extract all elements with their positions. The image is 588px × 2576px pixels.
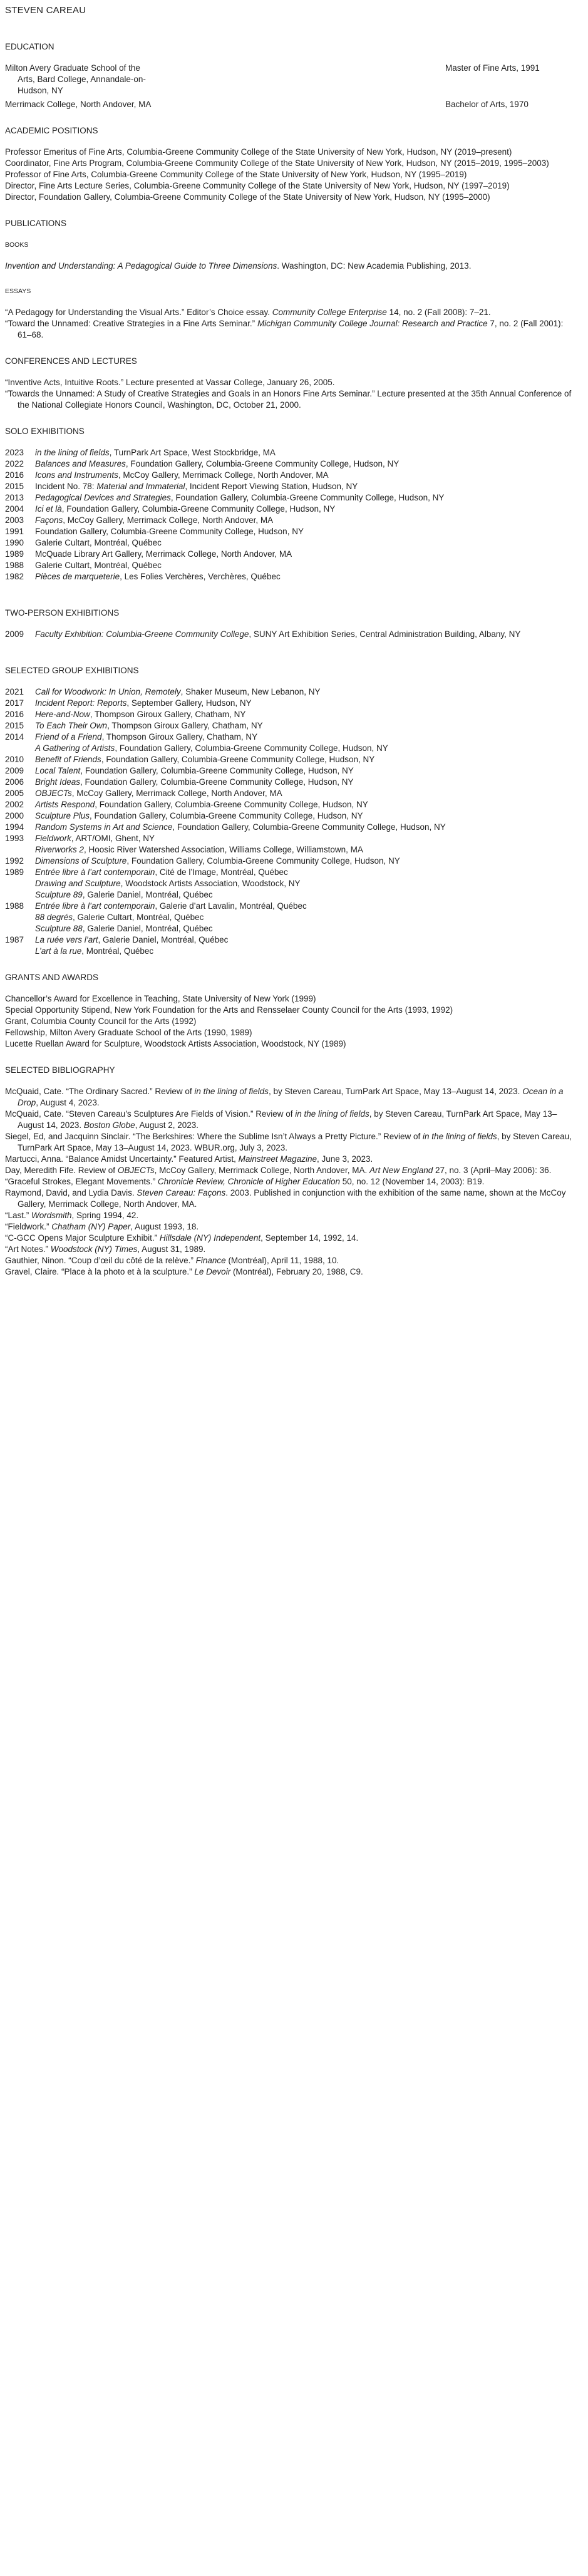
bibliography-text: , August 2, 2023. <box>135 1120 199 1130</box>
books-list <box>5 261 579 272</box>
bibliography-publication: Finance <box>195 1256 226 1265</box>
group-exhibition-exhibition-title: Local Talent <box>35 766 81 775</box>
group-heading: SELECTED GROUP EXHIBITIONS <box>5 666 139 675</box>
bibliography-text: Martucci, Anna. “Balance Amidst Uncertainty.” Featured Artist, <box>5 1154 239 1164</box>
solo-exhibition-venue: , Incident Report Viewing Station, Hudson, NY <box>185 482 358 491</box>
two-person-section <box>5 608 579 640</box>
group-exhibition-row <box>5 946 579 957</box>
conference-item: “Towards the Unnamed: A Study of Creative Strategies and Goals in an Honors Fine Arts Seminar.” Lecture presented at the 35th Annual Conference of the National Collegiate Honors Council, Washington, DC, October 21, 2000. <box>5 389 572 410</box>
group-exhibition-venue: , Shaker Museum, New Lebanon, NY <box>180 687 321 696</box>
bibliography-list <box>5 1086 579 1278</box>
group-exhibition-exhibition-title: A Gathering of Artists <box>35 743 115 753</box>
group-exhibition-year <box>5 889 35 901</box>
bibliography-item <box>5 1165 579 1176</box>
group-exhibition-exhibition-title: Sculpture 88 <box>35 924 83 933</box>
two-person-exhibition-entry <box>35 629 579 640</box>
group-exhibition-entry <box>35 686 579 698</box>
bibliography-publication: Woodstock (NY) Times <box>50 1244 138 1254</box>
group-exhibition-exhibition-title: Benefit of Friends <box>35 755 101 764</box>
group-exhibition-row <box>5 754 579 765</box>
bibliography-publication: in the lining of fields <box>194 1087 269 1096</box>
solo-exhibition-row <box>5 458 579 470</box>
group-exhibition-venue: , Foundation Gallery, Columbia-Greene Community College, Hudson, NY <box>90 811 363 820</box>
group-exhibition-exhibition-title: Incident Report: Reports <box>35 698 127 708</box>
solo-exhibition-entry <box>35 537 579 549</box>
bibliography-text: “Graceful Strokes, Elegant Movements.” <box>5 1177 158 1186</box>
solo-exhibition-entry <box>35 560 579 571</box>
two-person-exhibition-exhibition-title: Faculty Exhibition: Columbia-Greene Community College <box>35 629 249 639</box>
solo-exhibition-venue-prefix: Galerie Cultart, Montréal, Québec <box>35 538 162 547</box>
group-exhibition-exhibition-title: Sculpture Plus <box>35 811 90 820</box>
solo-exhibition-year: 1990 <box>5 538 24 547</box>
solo-exhibition-row <box>5 481 579 492</box>
two-person-exhibition-row <box>5 629 579 640</box>
bibliography-text: McQuaid, Cate. “The Ordinary Sacred.” Review of <box>5 1087 195 1096</box>
solo-exhibition-venue-prefix: Galerie Cultart, Montréal, Québec <box>35 561 162 570</box>
group-section <box>5 665 579 957</box>
group-exhibition-year: 1989 <box>5 867 24 877</box>
publications-section <box>5 218 579 341</box>
group-exhibition-year <box>5 912 35 923</box>
education-degree: Master of Fine Arts, 1991 <box>445 63 540 73</box>
bibliography-heading: SELECTED BIBLIOGRAPHY <box>5 1065 115 1075</box>
education-row <box>5 63 579 96</box>
grant-item: Lucette Ruellan Award for Sculpture, Woodstock Artists Association, Woodstock, NY (1989) <box>5 1039 346 1048</box>
group-exhibition-entry <box>35 912 579 923</box>
essay-item <box>5 307 579 318</box>
grant-item: Grant, Columbia County Council for the Arts (1992) <box>5 1016 197 1026</box>
education-heading: EDUCATION <box>5 42 54 51</box>
group-exhibition-year <box>5 743 35 754</box>
two-person-exhibition-year: 2009 <box>5 629 24 639</box>
solo-exhibition-venue-prefix: Incident No. 78: <box>35 482 97 491</box>
group-exhibition-year: 1988 <box>5 901 24 911</box>
group-exhibition-entry <box>35 822 579 833</box>
bibliography-text: , June 3, 2023. <box>316 1154 373 1164</box>
two-person-exhibition-venue: , SUNY Art Exhibition Series, Central Administration Building, Albany, NY <box>249 629 521 639</box>
bibliography-text: (Montréal), February 20, 1988, C9. <box>230 1267 363 1276</box>
bibliography-text: Gravel, Claire. “Place à la photo et à la sculpture.” <box>5 1267 195 1276</box>
group-exhibition-row <box>5 867 579 878</box>
solo-exhibition-venue: , Foundation Gallery, Columbia-Greene Community College, Hudson, NY <box>125 459 400 468</box>
group-exhibition-entry <box>35 833 579 844</box>
group-exhibition-exhibition-title: Dimensions of Sculpture <box>35 856 127 866</box>
two-person-heading: TWO-PERSON EXHIBITIONS <box>5 608 120 618</box>
academic-position: Director, Fine Arts Lecture Series, Columbia-Greene Community College of the State University of New York, Hudson, NY (1997–2019) <box>5 181 510 190</box>
group-exhibition-row <box>5 686 579 698</box>
bibliography-publication: Le Devoir <box>194 1267 231 1276</box>
group-exhibition-row <box>5 799 579 810</box>
conferences-list <box>5 377 579 411</box>
group-exhibition-year: 2005 <box>5 789 24 798</box>
group-exhibition-entry <box>35 923 579 934</box>
group-exhibition-row <box>5 698 579 709</box>
group-exhibition-venue: , Cité de l’Image, Montréal, Québec <box>155 867 288 877</box>
academic-position: Director, Foundation Gallery, Columbia-Greene Community College of the State University of New York, Hudson, NY (1995–2000) <box>5 192 490 202</box>
solo-exhibition-venue: , Foundation Gallery, Columbia-Greene Community College, Hudson, NY <box>170 493 445 502</box>
bibliography-text: , August 1993, 18. <box>130 1222 199 1231</box>
books-heading: BOOKS <box>5 241 29 249</box>
group-exhibition-entry <box>35 732 579 743</box>
group-exhibition-entry <box>35 867 579 878</box>
bibliography-text: 27, no. 3 (April–May 2006): 36. <box>433 1166 552 1175</box>
solo-exhibition-entry <box>35 526 579 537</box>
publications-heading: PUBLICATIONS <box>5 219 67 228</box>
bibliography-item <box>5 1154 579 1165</box>
group-exhibition-year <box>5 878 35 889</box>
bibliography-text: McQuaid, Cate. “Steven Careau’s Sculptures Are Fields of Vision.” Review of <box>5 1109 296 1119</box>
solo-exhibition-entry <box>35 504 579 515</box>
solo-exhibition-entry <box>35 492 579 504</box>
solo-exhibition-venue: , TurnPark Art Space, West Stockbridge, MA <box>109 448 276 457</box>
grant-item: Special Opportunity Stipend, New York Foundation for the Arts and Rensselaer County Council for the Arts (1993, 1992) <box>5 1005 453 1015</box>
solo-exhibition-year: 1988 <box>5 561 24 570</box>
education-school: Milton Avery Graduate School of the Arts, Bard College, Annandale-on-Hudson, NY <box>5 63 146 95</box>
group-exhibition-venue: , Foundation Gallery, Columbia-Greene Community College, Hudson, NY <box>80 777 354 787</box>
group-exhibition-venue: , Foundation Gallery, Columbia-Greene Community College, Hudson, NY <box>80 766 354 775</box>
solo-exhibition-year: 1982 <box>5 572 24 581</box>
solo-exhibition-row <box>5 571 579 582</box>
group-exhibition-row <box>5 822 579 833</box>
group-exhibition-venue: , Foundation Gallery, Columbia-Greene Community College, Hudson, NY <box>126 856 400 866</box>
solo-exhibition-row <box>5 470 579 481</box>
group-exhibition-exhibition-title: To Each Their Own <box>35 721 108 730</box>
group-exhibition-exhibition-title: 88 degrés <box>35 913 73 922</box>
grants-section <box>5 972 579 1050</box>
bibliography-text: . 2003. Published in conjunction with the exhibition of the same name, shown at the McCoy Gallery, Merrimack College, North Andover, MA. <box>18 1188 566 1209</box>
bibliography-item <box>5 1131 579 1154</box>
group-exhibition-exhibition-title: Fieldwork <box>35 834 71 843</box>
book-item <box>5 261 579 272</box>
group-exhibition-exhibition-title: Friend of a Friend <box>35 732 102 742</box>
solo-exhibition-year: 1989 <box>5 549 24 559</box>
group-exhibition-venue: , Foundation Gallery, Columbia-Greene Community College, Hudson, NY <box>115 743 388 753</box>
bibliography-publication: Boston Globe <box>83 1120 135 1130</box>
solo-exhibition-venue: , McCoy Gallery, Merrimack College, North Andover, MA <box>118 470 329 480</box>
solo-exhibition-row <box>5 549 579 560</box>
group-exhibition-entry <box>35 799 579 810</box>
group-exhibition-entry <box>35 889 579 901</box>
two-person-list <box>5 629 579 640</box>
group-exhibition-exhibition-title: Drawing and Sculpture <box>35 879 121 888</box>
group-exhibition-row <box>5 889 579 901</box>
solo-exhibition-row <box>5 560 579 571</box>
group-exhibition-exhibition-title: Entrée libre à l’art contemporain <box>35 867 155 877</box>
group-exhibition-entry <box>35 698 579 709</box>
group-exhibition-row <box>5 923 579 934</box>
academic-heading: ACADEMIC POSITIONS <box>5 126 98 135</box>
group-exhibition-entry <box>35 788 579 799</box>
group-exhibition-exhibition-title: L’art à la rue <box>35 946 82 956</box>
group-exhibition-entry <box>35 709 579 720</box>
group-exhibition-year: 2000 <box>5 811 24 820</box>
essays-heading: ESSAYS <box>5 287 31 295</box>
group-exhibition-exhibition-title: La ruée vers l’art <box>35 935 98 944</box>
group-exhibition-row <box>5 788 579 799</box>
solo-exhibition-row <box>5 492 579 504</box>
group-exhibition-entry <box>35 878 579 889</box>
grant-item: Chancellor’s Award for Excellence in Teaching, State University of New York (1999) <box>5 994 316 1003</box>
solo-exhibition-year: 2023 <box>5 448 24 457</box>
essay-title: “A Pedagogy for Understanding the Visual Arts.” Editor’s Choice essay. <box>5 308 272 317</box>
group-list <box>5 686 579 957</box>
bibliography-publication: Steven Careau: Façons <box>137 1188 226 1197</box>
conferences-heading: CONFERENCES AND LECTURES <box>5 356 137 366</box>
conference-item: “Inventive Acts, Intuitive Roots.” Lecture presented at Vassar College, January 26, 2005. <box>5 378 335 387</box>
academic-position: Professor Emeritus of Fine Arts, Columbia-Greene Community College of the State University of New York, Hudson, NY (2019–present) <box>5 147 512 157</box>
solo-exhibition-venue-prefix: Foundation Gallery, Columbia-Greene Community College, Hudson, NY <box>35 527 304 536</box>
education-section <box>5 41 579 110</box>
bibliography-item <box>5 1187 579 1210</box>
solo-exhibition-year: 2022 <box>5 459 24 468</box>
group-exhibition-row <box>5 844 579 856</box>
solo-exhibition-row <box>5 447 579 458</box>
group-exhibition-venue: , Galerie Daniel, Montréal, Québec <box>82 890 213 899</box>
bibliography-publication: Chatham (NY) Paper <box>51 1222 131 1231</box>
group-exhibition-row <box>5 777 579 788</box>
bibliography-publication: OBJECTs <box>117 1166 155 1175</box>
bibliography-publication: Art New England <box>369 1166 433 1175</box>
group-exhibition-exhibition-title: Random Systems in Art and Science <box>35 822 173 832</box>
bibliography-text: 50, no. 12 (November 14, 2003): B19. <box>340 1177 485 1186</box>
group-exhibition-entry <box>35 934 579 946</box>
bibliography-text: , by Steven Careau, TurnPark Art Space, May 13–August 14, 2023. <box>18 1109 557 1130</box>
essay-details: 7, no. 2 (Fall 2001): 61–68. <box>18 319 564 339</box>
group-exhibition-venue: , Foundation Gallery, Columbia-Greene Community College, Hudson, NY <box>101 755 375 764</box>
solo-exhibition-year: 1991 <box>5 527 24 536</box>
solo-exhibition-entry <box>35 458 579 470</box>
bibliography-publication: in the lining of fields <box>423 1132 497 1141</box>
group-exhibition-venue: , September Gallery, Hudson, NY <box>126 698 252 708</box>
bibliography-text: “Fieldwork.” <box>5 1222 52 1231</box>
group-exhibition-year: 2006 <box>5 777 24 787</box>
bibliography-item <box>5 1233 579 1244</box>
essay-item <box>5 318 579 341</box>
group-exhibition-exhibition-title: Here-and-Now <box>35 710 90 719</box>
bibliography-item <box>5 1266 579 1278</box>
education-row <box>5 99 579 110</box>
solo-exhibition-venue: , Foundation Gallery, Columbia-Greene Community College, Hudson, NY <box>61 504 336 514</box>
solo-exhibition-exhibition-title: in the lining of fields <box>35 448 110 457</box>
essay-title: “Toward the Unnamed: Creative Strategies in a Fine Arts Seminar.” <box>5 319 257 328</box>
bibliography-text: , Spring 1994, 42. <box>71 1211 139 1220</box>
group-exhibition-exhibition-title: Sculpture 89 <box>35 890 83 899</box>
group-exhibition-venue: , Thompson Giroux Gallery, Chatham, NY <box>90 710 246 719</box>
group-exhibition-venue: , Galerie Daniel, Montréal, Québec <box>98 935 229 944</box>
group-exhibition-exhibition-title: Bright Ideas <box>35 777 81 787</box>
group-exhibition-year: 1993 <box>5 834 24 843</box>
group-exhibition-entry <box>35 777 579 788</box>
group-exhibition-year: 2010 <box>5 755 24 764</box>
bibliography-text: , August 31, 1989. <box>137 1244 206 1254</box>
solo-exhibition-exhibition-title: Ici et là <box>35 504 62 514</box>
group-exhibition-row <box>5 765 579 777</box>
group-exhibition-row <box>5 934 579 946</box>
solo-exhibition-exhibition-title: Façons <box>35 515 63 525</box>
solo-exhibition-year: 2015 <box>5 482 24 491</box>
group-exhibition-venue: , McCoy Gallery, Merrimack College, North Andover, MA <box>71 789 282 798</box>
academic-list <box>5 147 579 203</box>
group-exhibition-row <box>5 833 579 844</box>
group-exhibition-row <box>5 732 579 743</box>
group-exhibition-entry <box>35 844 579 856</box>
solo-exhibition-year: 2003 <box>5 515 24 525</box>
group-exhibition-entry <box>35 856 579 867</box>
group-exhibition-year: 2002 <box>5 800 24 809</box>
solo-exhibition-entry <box>35 515 579 526</box>
solo-section <box>5 426 579 582</box>
academic-position: Coordinator, Fine Arts Program, Columbia-Greene Community College of the State University of New York, Hudson, NY (2015–2019, 1995–2003) <box>5 158 549 168</box>
group-exhibition-venue: , Woodstock Artists Association, Woodstock, NY <box>120 879 301 888</box>
bibliography-text: , by Steven Careau, TurnPark Art Space, May 13–August 14, 2023. WBUR.org, July 3, 2023. <box>18 1132 572 1152</box>
group-exhibition-exhibition-title: Artists Respond <box>35 800 95 809</box>
bibliography-text: “C-GCC Opens Major Sculpture Exhibit.” <box>5 1233 160 1243</box>
solo-exhibition-row <box>5 537 579 549</box>
bibliography-text: Gauthier, Ninon. “Coup d’œil du côté de la relève.” <box>5 1256 196 1265</box>
bibliography-item <box>5 1109 579 1131</box>
group-exhibition-year: 1992 <box>5 856 24 866</box>
solo-exhibition-entry <box>35 481 579 492</box>
group-exhibition-row <box>5 810 579 822</box>
solo-exhibition-venue: , McCoy Gallery, Merrimack College, North Andover, MA <box>63 515 274 525</box>
group-exhibition-row <box>5 912 579 923</box>
bibliography-text: (Montréal), April 11, 1988, 10. <box>225 1256 339 1265</box>
essay-journal: Michigan Community College Journal: Research and Practice <box>257 319 488 328</box>
solo-exhibition-row <box>5 515 579 526</box>
education-degree: Bachelor of Arts, 1970 <box>445 100 529 109</box>
group-exhibition-entry <box>35 901 579 912</box>
academic-section <box>5 125 579 203</box>
solo-exhibition-entry <box>35 571 579 582</box>
group-exhibition-venue: , Thompson Giroux Gallery, Chatham, NY <box>101 732 258 742</box>
solo-heading: SOLO EXHIBITIONS <box>5 427 85 436</box>
group-exhibition-row <box>5 856 579 867</box>
bibliography-text: “Art Notes.” <box>5 1244 51 1254</box>
group-exhibition-venue: , Foundation Gallery, Columbia-Greene Community College, Hudson, NY <box>172 822 446 832</box>
solo-exhibition-exhibition-title: Icons and Instruments <box>35 470 118 480</box>
group-exhibition-venue: , Galerie Cultart, Montréal, Québec <box>73 913 204 922</box>
page-title: STEVEN CAREAU <box>5 5 86 16</box>
group-exhibition-venue: , ART/OMI, Ghent, NY <box>71 834 155 843</box>
bibliography-text: Raymond, David, and Lydia Davis. <box>5 1188 137 1197</box>
solo-exhibition-venue: , Les Folies Verchères, Verchères, Québec <box>120 572 281 581</box>
group-exhibition-venue: , Galerie Daniel, Montréal, Québec <box>82 924 213 933</box>
grant-item: Fellowship, Milton Avery Graduate School of the Arts (1990, 1989) <box>5 1028 252 1037</box>
solo-exhibition-exhibition-title: Material and Immaterial <box>96 482 185 491</box>
group-exhibition-year: 1987 <box>5 935 24 944</box>
solo-exhibition-exhibition-title: Balances and Measures <box>35 459 126 468</box>
group-exhibition-exhibition-title: OBJECTs <box>35 789 72 798</box>
group-exhibition-year <box>5 946 35 957</box>
group-exhibition-entry <box>35 765 579 777</box>
bibliography-text: , by Steven Careau, TurnPark Art Space, May 13–August 14, 2023. <box>268 1087 523 1096</box>
group-exhibition-row <box>5 901 579 912</box>
group-exhibition-venue: , Montréal, Québec <box>81 946 154 956</box>
group-exhibition-exhibition-title: Entrée libre à l’art contemporain <box>35 901 155 911</box>
solo-list <box>5 447 579 582</box>
group-exhibition-exhibition-title: Call for Woodwork: In Union, Remotely <box>35 687 181 696</box>
bibliography-item <box>5 1255 579 1266</box>
bibliography-item <box>5 1221 579 1233</box>
academic-position: Professor of Fine Arts, Columbia-Greene Community College of the State University of New York, Hudson, NY (1995–2019) <box>5 170 467 179</box>
group-exhibition-venue: , Hoosic River Watershed Association, Williams College, Williamstown, MA <box>84 845 363 854</box>
bibliography-publication: Mainstreet Magazine <box>238 1154 317 1164</box>
bibliography-publication: Wordsmith <box>31 1211 72 1220</box>
group-exhibition-row <box>5 709 579 720</box>
bibliography-publication: in the lining of fields <box>295 1109 369 1119</box>
group-exhibition-venue: , Foundation Gallery, Columbia-Greene Community College, Hudson, NY <box>95 800 368 809</box>
group-exhibition-exhibition-title: Riverworks 2 <box>35 845 85 854</box>
group-exhibition-year: 2021 <box>5 687 24 696</box>
group-exhibition-entry <box>35 946 579 957</box>
bibliography-text: Siegel, Ed, and Jacquinn Sinclair. “The Berkshires: Where the Sublime Isn’t Always a Pretty Picture.” Review of <box>5 1132 423 1141</box>
solo-exhibition-entry <box>35 470 579 481</box>
group-exhibition-year: 2017 <box>5 698 24 708</box>
group-exhibition-entry <box>35 720 579 732</box>
group-exhibition-row <box>5 720 579 732</box>
group-exhibition-year <box>5 923 35 934</box>
group-exhibition-year: 1994 <box>5 822 24 832</box>
solo-exhibition-exhibition-title: Pedagogical Devices and Strategies <box>35 493 171 502</box>
solo-exhibition-row <box>5 526 579 537</box>
group-exhibition-year: 2015 <box>5 721 24 730</box>
solo-exhibition-row <box>5 504 579 515</box>
group-exhibition-row <box>5 878 579 889</box>
solo-exhibition-year: 2004 <box>5 504 24 514</box>
bibliography-item <box>5 1210 579 1221</box>
bibliography-text: Day, Meredith Fife. Review of <box>5 1166 118 1175</box>
essay-details: 14, no. 2 (Fall 2008): 7–21. <box>386 308 491 317</box>
bibliography-text: , McCoy Gallery, Merrimack College, North Andover, MA. <box>154 1166 369 1175</box>
bibliography-text: “Last.” <box>5 1211 32 1220</box>
solo-exhibition-year: 2013 <box>5 493 24 502</box>
bibliography-text: , August 4, 2023. <box>36 1098 100 1107</box>
solo-exhibition-exhibition-title: Pièces de marqueterie <box>35 572 120 581</box>
conferences-section <box>5 356 579 411</box>
solo-exhibition-entry <box>35 549 579 560</box>
group-exhibition-row <box>5 743 579 754</box>
bibliography-item <box>5 1176 579 1187</box>
group-exhibition-venue: , Thompson Giroux Gallery, Chatham, NY <box>107 721 263 730</box>
bibliography-section <box>5 1065 579 1278</box>
solo-exhibition-venue-prefix: McQuade Library Art Gallery, Merrimack College, North Andover, MA <box>35 549 292 559</box>
group-exhibition-venue: , Galerie d’art Lavalin, Montréal, Québec <box>155 901 307 911</box>
solo-exhibition-year: 2016 <box>5 470 24 480</box>
grants-list <box>5 993 579 1050</box>
group-exhibition-entry <box>35 743 579 754</box>
essay-journal: Community College Enterprise <box>272 308 387 317</box>
book-details: . Washington, DC: New Academia Publishing, 2013. <box>277 261 472 271</box>
group-exhibition-entry <box>35 810 579 822</box>
grants-heading: GRANTS AND AWARDS <box>5 973 99 982</box>
bibliography-item <box>5 1244 579 1255</box>
education-school: Merrimack College, North Andover, MA <box>5 100 152 109</box>
group-exhibition-year: 2016 <box>5 710 24 719</box>
solo-exhibition-entry <box>35 447 579 458</box>
essays-list <box>5 307 579 341</box>
group-exhibition-year: 2009 <box>5 766 24 775</box>
bibliography-item <box>5 1086 579 1109</box>
book-title: Invention and Understanding: A Pedagogical Guide to Three Dimensions <box>5 261 277 271</box>
group-exhibition-year <box>5 844 35 856</box>
group-exhibition-entry <box>35 754 579 765</box>
bibliography-publication: Ocean in a Drop <box>18 1087 564 1107</box>
bibliography-text: , September 14, 1992, 14. <box>260 1233 359 1243</box>
bibliography-publication: Chronicle Review, Chronicle of Higher Education <box>157 1177 340 1186</box>
bibliography-publication: Hillsdale (NY) Independent <box>159 1233 261 1243</box>
group-exhibition-year: 2014 <box>5 732 24 742</box>
